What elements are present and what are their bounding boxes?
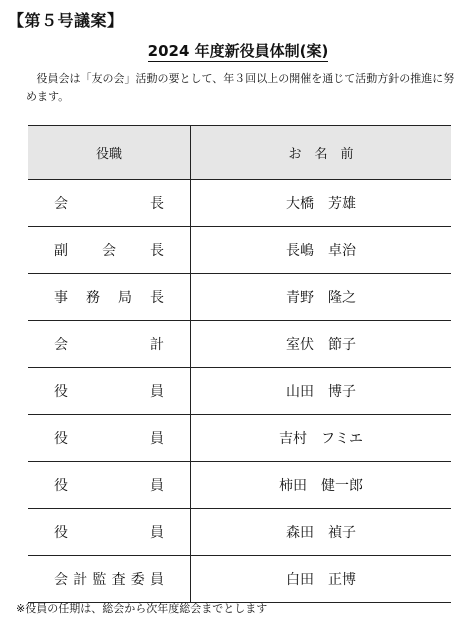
role-text: 事務局長: [54, 290, 164, 306]
role-text: 役員: [54, 384, 164, 400]
role-cell: [28, 274, 191, 321]
name-cell: 白田 正博: [191, 556, 452, 603]
role-cell: [28, 180, 191, 227]
role-text: 役員: [54, 525, 164, 541]
intro-paragraph: [26, 70, 456, 106]
name-cell: 柿田 健一郎: [191, 462, 452, 509]
title-text: 2024 年度新役員体制(案): [147, 42, 329, 60]
role-cell: [28, 462, 191, 509]
table-row: [28, 274, 451, 321]
table-row: [28, 180, 451, 227]
name-cell: 長嶋 卓治: [191, 227, 452, 274]
intro-text: 役員会は「友の会」活動の要として、年３回以上の開催を通じて活動方針の推進に努めます。: [26, 72, 455, 103]
role-text: 会計監査委員: [54, 572, 164, 588]
table-row: [28, 415, 451, 462]
name-cell: 大橋 芳雄: [191, 180, 452, 227]
term-note: ※役員の任期は、総会から次年度総会までとします: [16, 602, 268, 615]
table-row: [28, 227, 451, 274]
name-column-header: お 名 前: [191, 126, 452, 180]
name-cell: 室伏 節子: [191, 321, 452, 368]
table-row: [28, 509, 451, 556]
name-cell: 森田 禎子: [191, 509, 452, 556]
officer-table: [28, 125, 451, 603]
name-cell: 山田 博子: [191, 368, 452, 415]
table-row: [28, 556, 451, 603]
role-text: 会計: [54, 337, 164, 353]
role-cell: [28, 415, 191, 462]
name-cell: 吉村 フミエ: [191, 415, 452, 462]
table-row: [28, 462, 451, 509]
role-text: 副会長: [54, 243, 164, 259]
role-text: 役員: [54, 431, 164, 447]
name-cell: 青野 隆之: [191, 274, 452, 321]
role-text: 役員: [54, 478, 164, 494]
role-cell: [28, 509, 191, 556]
table-row: [28, 321, 451, 368]
document-title: [0, 40, 476, 61]
table-row: [28, 368, 451, 415]
role-cell: [28, 321, 191, 368]
role-column-header: 役職: [28, 126, 191, 180]
table-header-row: [28, 126, 451, 180]
role-cell: [28, 368, 191, 415]
role-cell: [28, 227, 191, 274]
role-cell: [28, 556, 191, 603]
agenda-label: 【第５号議案】: [8, 11, 124, 30]
role-text: 会長: [54, 196, 164, 212]
